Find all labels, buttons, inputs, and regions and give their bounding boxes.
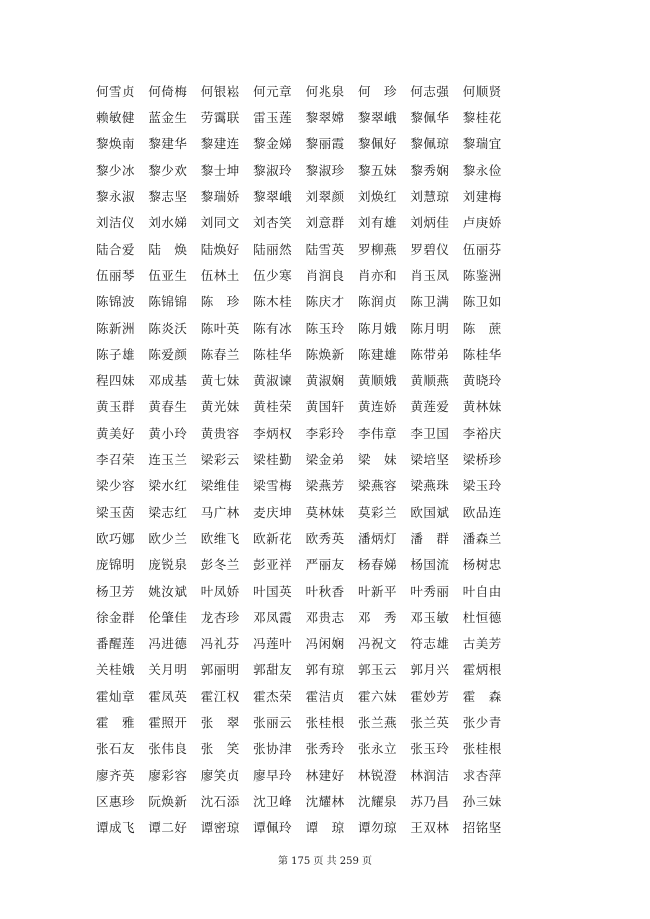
name-entry: 何志强 xyxy=(410,83,450,99)
name-entry: 伍亚生 xyxy=(148,267,188,283)
name-entry: 刘同文 xyxy=(200,215,240,231)
name-entry: 雷玉莲 xyxy=(253,110,293,126)
name-entry: 黄晓玲 xyxy=(462,373,502,389)
name-entry: 张 翠 xyxy=(200,715,240,731)
name-entry: 李召荣 xyxy=(96,452,136,468)
name-entry: 赖敏健 xyxy=(96,110,136,126)
name-entry: 梁水红 xyxy=(148,478,188,494)
name-entry: 刘杏笑 xyxy=(253,215,293,231)
name-entry: 霍洁贞 xyxy=(305,688,345,704)
name-entry: 黄美好 xyxy=(96,425,136,441)
name-entry: 霍照开 xyxy=(148,715,188,731)
name-entry: 刘焕红 xyxy=(357,189,397,205)
name-entry: 刘水娣 xyxy=(148,215,188,231)
name-entry: 叶秀丽 xyxy=(410,583,450,599)
name-entry: 伍少寒 xyxy=(253,267,293,283)
name-entry: 刘建梅 xyxy=(462,189,502,205)
name-entry: 黎瑞娇 xyxy=(200,189,240,205)
name-entry: 邓成基 xyxy=(148,373,188,389)
name-entry: 陈锦锦 xyxy=(148,294,188,310)
name-entry: 肖润良 xyxy=(305,267,345,283)
name-entry: 黄莲爱 xyxy=(410,399,450,415)
name-entry: 马广林 xyxy=(200,504,240,520)
name-entry: 杨春娣 xyxy=(357,557,397,573)
name-entry: 欧品连 xyxy=(462,504,502,520)
name-entry: 王双林 xyxy=(410,820,450,836)
name-entry: 梁桂勤 xyxy=(253,452,293,468)
name-entry: 黄顺燕 xyxy=(410,373,450,389)
name-entry: 张桂根 xyxy=(462,741,502,757)
name-entry: 李伟章 xyxy=(357,425,397,441)
name-entry: 黎桂花 xyxy=(462,110,502,126)
name-entry: 何雪贞 xyxy=(96,83,136,99)
name-entry: 李卫国 xyxy=(410,425,450,441)
name-entry: 潘森兰 xyxy=(462,530,502,546)
name-entry: 陈子雄 xyxy=(96,346,136,362)
name-entry: 彭冬兰 xyxy=(200,557,240,573)
name-entry: 肖亦和 xyxy=(357,267,397,283)
name-entry: 冯莲叶 xyxy=(253,636,293,652)
name-entry: 梁维佳 xyxy=(200,478,240,494)
name-entry: 冯闲娴 xyxy=(305,636,345,652)
name-entry: 蓝金生 xyxy=(148,110,188,126)
name-entry: 彭亚祥 xyxy=(253,557,293,573)
name-entry: 黎少欢 xyxy=(148,162,188,178)
name-entry: 黎永俭 xyxy=(462,162,502,178)
name-entry: 杨国流 xyxy=(410,557,450,573)
name-entry: 霍江权 xyxy=(200,688,240,704)
name-entry: 黄七妹 xyxy=(200,373,240,389)
name-entry: 肖玉凤 xyxy=(410,267,450,283)
name-entry: 冯进德 xyxy=(148,636,188,652)
name-entry: 叶自由 xyxy=(462,583,502,599)
name-entry: 谭勿琼 xyxy=(357,820,397,836)
name-entry: 陈焕新 xyxy=(305,346,345,362)
name-entry: 陈润贞 xyxy=(357,294,397,310)
name-entry: 刘炳佳 xyxy=(410,215,450,231)
name-entry: 潘 群 xyxy=(410,530,450,546)
name-entry: 求杏萍 xyxy=(462,767,502,783)
name-entry: 张兰英 xyxy=(410,715,450,731)
name-entry: 梁雪梅 xyxy=(253,478,293,494)
name-entry: 李裕庆 xyxy=(462,425,502,441)
name-entry: 罗碧仪 xyxy=(410,241,450,257)
name-entry: 欧少兰 xyxy=(148,530,188,546)
name-entry: 沈石添 xyxy=(200,793,240,809)
name-entry: 陆焕好 xyxy=(200,241,240,257)
name-entry: 廖齐英 xyxy=(96,767,136,783)
name-entry: 何元章 xyxy=(253,83,293,99)
name-entry: 刘意群 xyxy=(305,215,345,231)
name-entry: 谭 琼 xyxy=(305,820,345,836)
name-entry: 霍妙芳 xyxy=(410,688,450,704)
name-entry: 黎五妹 xyxy=(357,162,397,178)
name-entry: 区惠珍 xyxy=(96,793,136,809)
name-entry: 张石友 xyxy=(96,741,136,757)
name-entry: 黄贵容 xyxy=(200,425,240,441)
name-entry: 黄桂荣 xyxy=(253,399,293,415)
name-entry: 黄淑娴 xyxy=(305,373,345,389)
name-entry: 叶国英 xyxy=(253,583,293,599)
name-entry: 黎士坤 xyxy=(200,162,240,178)
name-entry: 陈炎沃 xyxy=(148,320,188,336)
name-entry: 黎志坚 xyxy=(148,189,188,205)
name-entry: 张丽云 xyxy=(253,715,293,731)
name-entry: 黎建连 xyxy=(200,136,240,152)
name-entry: 陈春兰 xyxy=(200,346,240,362)
name-entry: 欧巧娜 xyxy=(96,530,136,546)
name-entry: 连玉兰 xyxy=(148,452,188,468)
name-entry: 陈锦波 xyxy=(96,294,136,310)
name-entry: 黄淑谏 xyxy=(253,373,293,389)
name-entry: 梁燕珠 xyxy=(410,478,450,494)
name-entry: 陈玉玲 xyxy=(305,320,345,336)
name-entry: 梁培坚 xyxy=(410,452,450,468)
name-entry: 欧维飞 xyxy=(200,530,240,546)
name-entry: 莫林妹 xyxy=(305,504,345,520)
name-entry: 黄春生 xyxy=(148,399,188,415)
name-entry: 陈木桂 xyxy=(253,294,293,310)
name-entry: 陈有冰 xyxy=(253,320,293,336)
name-entry: 庞锐泉 xyxy=(148,557,188,573)
name-entry: 古美芳 xyxy=(462,636,502,652)
name-entry: 李炳权 xyxy=(253,425,293,441)
name-entry: 霍 雅 xyxy=(96,715,136,731)
name-entry: 陆 焕 xyxy=(148,241,188,257)
name-entry: 关桂娥 xyxy=(96,662,136,678)
name-entry: 林建好 xyxy=(305,767,345,783)
name-entry: 梁金弟 xyxy=(305,452,345,468)
name-entry: 黄国轩 xyxy=(305,399,345,415)
name-entry: 霍 森 xyxy=(462,688,502,704)
name-entry: 陈卫如 xyxy=(462,294,502,310)
name-entry: 张永立 xyxy=(357,741,397,757)
name-entry: 张玉玲 xyxy=(410,741,450,757)
name-entry: 程四妹 xyxy=(96,373,136,389)
name-entry: 番醒莲 xyxy=(96,636,136,652)
name-entry: 伦肇佳 xyxy=(148,609,188,625)
name-entry: 霍六妹 xyxy=(357,688,397,704)
name-entry: 沈卫峰 xyxy=(253,793,293,809)
name-entry: 黄小玲 xyxy=(148,425,188,441)
name-entry: 梁志红 xyxy=(148,504,188,520)
name-entry: 张 笑 xyxy=(200,741,240,757)
name-entry: 何银崧 xyxy=(200,83,240,99)
name-entry: 谭二好 xyxy=(148,820,188,836)
name-entry: 黎焕南 xyxy=(96,136,136,152)
name-entry: 杨树忠 xyxy=(462,557,502,573)
name-entry: 叶新平 xyxy=(357,583,397,599)
name-entry: 伍林土 xyxy=(200,267,240,283)
name-entry: 黎丽霞 xyxy=(305,136,345,152)
name-entry: 黎翠嫦 xyxy=(305,110,345,126)
name-entry: 郭月兴 xyxy=(410,662,450,678)
name-entry: 陈卫满 xyxy=(410,294,450,310)
name-entry: 劳霭联 xyxy=(200,110,240,126)
name-entry: 林锐澄 xyxy=(357,767,397,783)
name-entry: 邓玉敏 xyxy=(410,609,450,625)
name-entry: 何顺贤 xyxy=(462,83,502,99)
name-entry: 何兆泉 xyxy=(305,83,345,99)
name-entry: 陈叶英 xyxy=(200,320,240,336)
name-entry: 叶凤娇 xyxy=(200,583,240,599)
name-entry: 刘洁仪 xyxy=(96,215,136,231)
name-entry: 廖彩容 xyxy=(148,767,188,783)
name-entry: 伍丽琴 xyxy=(96,267,136,283)
name-entry: 何 珍 xyxy=(357,83,397,99)
name-entry: 郭玉云 xyxy=(357,662,397,678)
name-entry: 何倚梅 xyxy=(148,83,188,99)
name-entry: 郭甜友 xyxy=(253,662,293,678)
name-entry: 陈桂华 xyxy=(253,346,293,362)
name-entry: 莫彩兰 xyxy=(357,504,397,520)
name-entry: 杜恒德 xyxy=(462,609,502,625)
name-entry: 张桂根 xyxy=(305,715,345,731)
name-entry: 黎佩好 xyxy=(357,136,397,152)
name-entry: 陆雪英 xyxy=(305,241,345,257)
names-list xyxy=(96,79,512,842)
name-entry: 陆合爱 xyxy=(96,241,136,257)
name-entry: 陈带弟 xyxy=(410,346,450,362)
name-entry: 李彩玲 xyxy=(305,425,345,441)
name-entry: 郭丽明 xyxy=(200,662,240,678)
name-entry: 邓 秀 xyxy=(357,609,397,625)
name-entry: 陈爱颜 xyxy=(148,346,188,362)
name-entry: 冯礼芬 xyxy=(200,636,240,652)
name-entry: 张少青 xyxy=(462,715,502,731)
name-entry: 张伟良 xyxy=(148,741,188,757)
name-entry: 陆丽然 xyxy=(253,241,293,257)
name-entry: 黎翠峨 xyxy=(357,110,397,126)
name-entry: 梁彩云 xyxy=(200,452,240,468)
name-entry: 黎佩华 xyxy=(410,110,450,126)
name-entry: 黎建华 xyxy=(148,136,188,152)
name-entry: 梁少容 xyxy=(96,478,136,494)
name-entry: 林润洁 xyxy=(410,767,450,783)
name-entry: 关月明 xyxy=(148,662,188,678)
name-entry: 霍杰荣 xyxy=(253,688,293,704)
name-entry: 邓贵志 xyxy=(305,609,345,625)
name-entry: 刘慧琼 xyxy=(410,189,450,205)
name-entry: 霍炳根 xyxy=(462,662,502,678)
name-entry: 黄顺娥 xyxy=(357,373,397,389)
name-entry: 庞锦明 xyxy=(96,557,136,573)
name-entry: 谭成飞 xyxy=(96,820,136,836)
name-entry: 黎翠峨 xyxy=(253,189,293,205)
name-entry: 刘翠颜 xyxy=(305,189,345,205)
name-entry: 阮焕新 xyxy=(148,793,188,809)
page-number-footer: 第 175 页 共 259 页 xyxy=(277,856,373,867)
name-entry: 梁玉茵 xyxy=(96,504,136,520)
name-entry: 刘有雄 xyxy=(357,215,397,231)
name-entry: 杨卫芳 xyxy=(96,583,136,599)
name-entry: 张协津 xyxy=(253,741,293,757)
name-entry: 孙三妹 xyxy=(462,793,502,809)
name-entry: 欧新花 xyxy=(253,530,293,546)
name-entry: 黎淑玲 xyxy=(253,162,293,178)
name-entry: 郭有琼 xyxy=(305,662,345,678)
name-entry: 符志雄 xyxy=(410,636,450,652)
name-entry: 邓凤霞 xyxy=(253,609,293,625)
name-entry: 陈月娥 xyxy=(357,320,397,336)
name-entry: 谭佩玲 xyxy=(253,820,293,836)
name-entry: 梁 妹 xyxy=(357,452,397,468)
name-entry: 廖笑贞 xyxy=(200,767,240,783)
name-entry: 苏乃昌 xyxy=(410,793,450,809)
name-entry: 梁燕容 xyxy=(357,478,397,494)
name-entry: 黄林妹 xyxy=(462,399,502,415)
name-entry: 徐金群 xyxy=(96,609,136,625)
name-entry: 沈耀林 xyxy=(305,793,345,809)
name-entry: 罗柳燕 xyxy=(357,241,397,257)
name-entry: 霍灿章 xyxy=(96,688,136,704)
name-entry: 严丽友 xyxy=(305,557,345,573)
name-entry: 黄光妹 xyxy=(200,399,240,415)
name-entry: 梁玉玲 xyxy=(462,478,502,494)
name-entry: 张秀玲 xyxy=(305,741,345,757)
name-entry: 陈 珍 xyxy=(200,294,240,310)
name-entry: 黎佩琼 xyxy=(410,136,450,152)
name-entry: 谭密琼 xyxy=(200,820,240,836)
name-entry: 黄玉群 xyxy=(96,399,136,415)
name-entry: 伍丽芬 xyxy=(462,241,502,257)
name-entry: 黎少冰 xyxy=(96,162,136,178)
name-entry: 潘炳灯 xyxy=(357,530,397,546)
name-entry: 霍凤英 xyxy=(148,688,188,704)
name-entry: 黄连娇 xyxy=(357,399,397,415)
name-entry: 陈庆才 xyxy=(305,294,345,310)
name-entry: 黎金娣 xyxy=(253,136,293,152)
name-entry: 姚汝斌 xyxy=(148,583,188,599)
name-entry: 欧国斌 xyxy=(410,504,450,520)
name-entry: 陈月明 xyxy=(410,320,450,336)
name-entry: 沈耀泉 xyxy=(357,793,397,809)
name-entry: 陈建雄 xyxy=(357,346,397,362)
name-entry: 陈鉴洲 xyxy=(462,267,502,283)
name-entry: 卢庚娇 xyxy=(462,215,502,231)
name-entry: 招铭坚 xyxy=(462,820,502,836)
name-entry: 麦庆坤 xyxy=(253,504,293,520)
name-entry: 陈新洲 xyxy=(96,320,136,336)
name-entry: 梁桥珍 xyxy=(462,452,502,468)
name-entry: 黎淑珍 xyxy=(305,162,345,178)
name-entry: 陈 蔗 xyxy=(462,320,502,336)
name-entry: 陈桂华 xyxy=(462,346,502,362)
name-entry: 叶秋香 xyxy=(305,583,345,599)
name-entry: 龙杏珍 xyxy=(200,609,240,625)
name-entry: 黎秀娴 xyxy=(410,162,450,178)
name-entry: 廖早玲 xyxy=(253,767,293,783)
name-entry: 张兰燕 xyxy=(357,715,397,731)
name-entry: 黎瑞宜 xyxy=(462,136,502,152)
name-entry: 欧秀英 xyxy=(305,530,345,546)
name-entry: 黎永淑 xyxy=(96,189,136,205)
name-entry: 冯祝文 xyxy=(357,636,397,652)
name-entry: 梁燕芳 xyxy=(305,478,345,494)
